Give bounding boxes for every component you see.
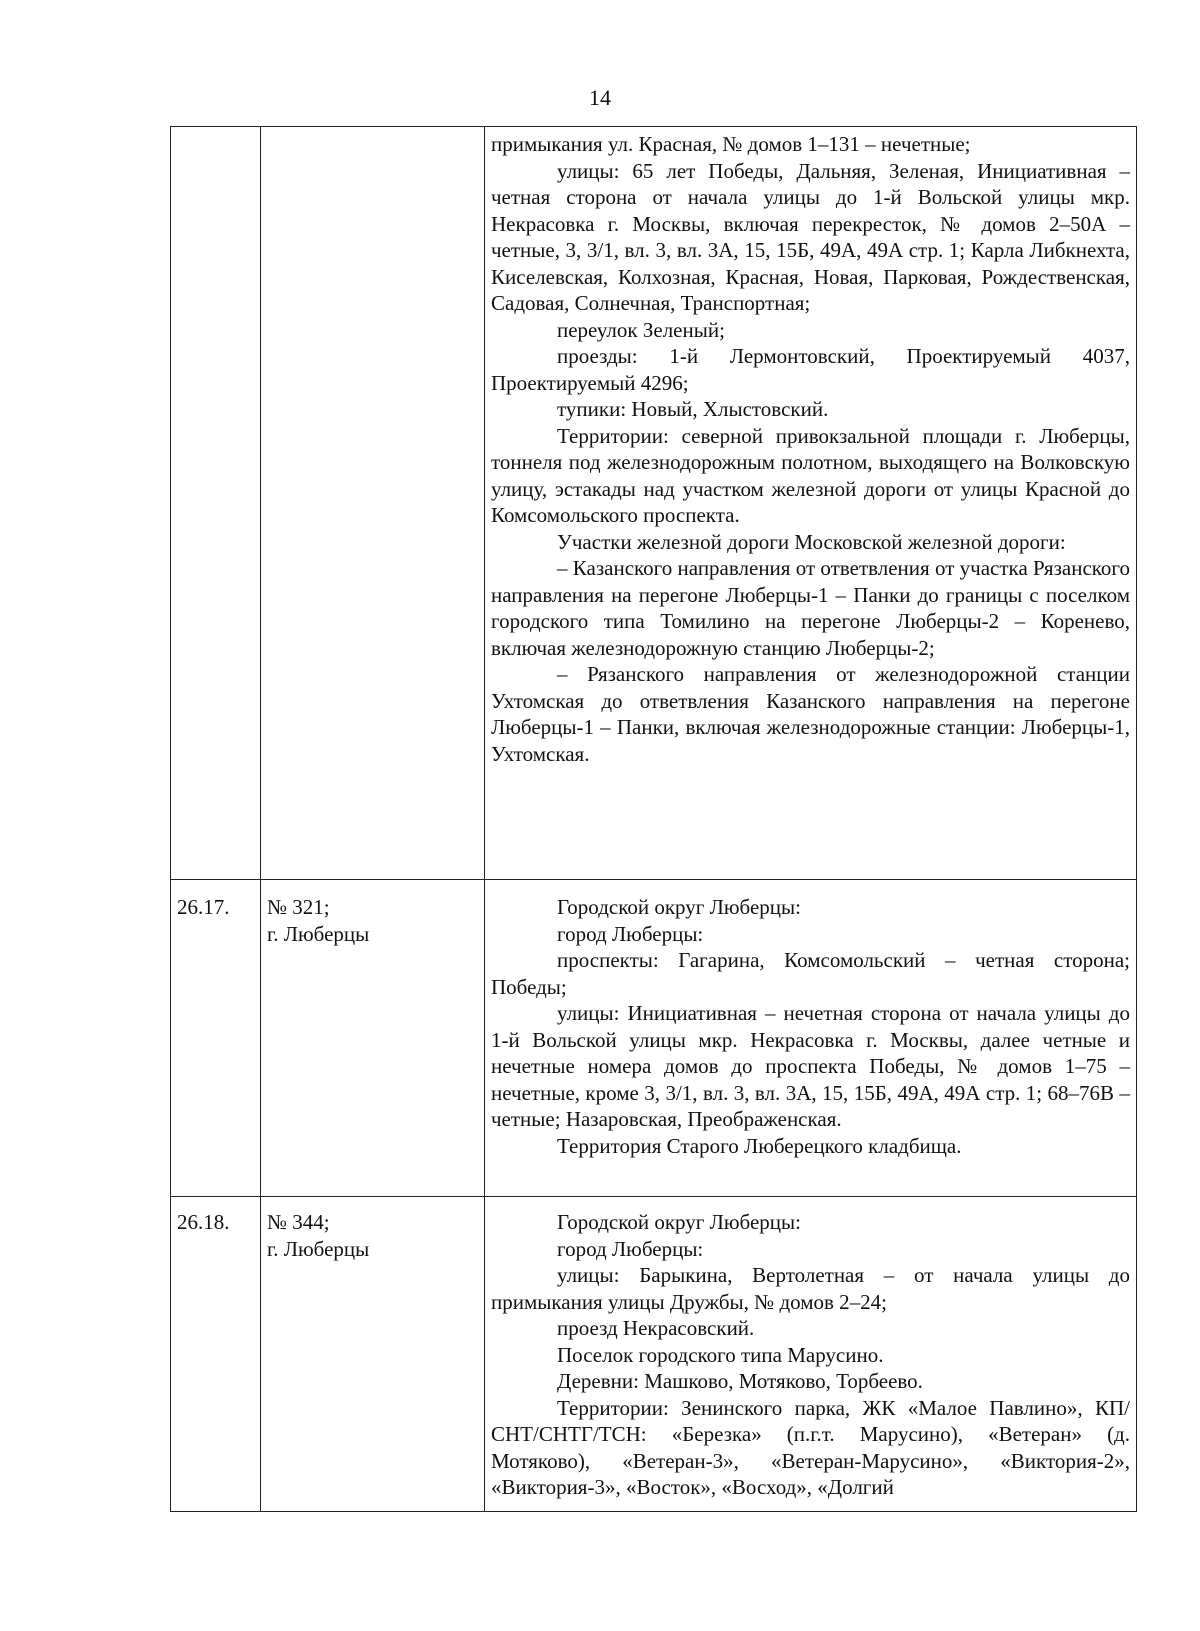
address-paragraph: Городской округ Люберцы:	[557, 895, 801, 919]
address-paragraph: Территории: Зенинского парка, ЖК «Малое Павлино», КП/СНТ/СНТГ/ТСН: «Березка» (п.г.т. Марусино), «Ветеран» (д. Мотяково), «Ветеран-3», «Ветеран-Марусино», «Виктория-2», «Виктория-3», «Восток», «Восход», «Долгий	[491, 1395, 1130, 1499]
district-cell	[261, 1197, 485, 1512]
address-paragraph: Участки железной дороги Московской железной дороги:	[557, 529, 1066, 554]
address-paragraph: город Люберцы:	[557, 921, 704, 946]
row-number	[171, 127, 261, 880]
address-paragraph: примыкания ул. Красная, № домов 1–131 – нечетные;	[491, 132, 971, 156]
address-paragraph: улицы: Барыкина, Вертолетная – от начала улицы до примыкания улицы Дружбы, № домов 2–24;	[491, 1263, 1130, 1314]
district-line: г. Люберцы	[267, 1236, 370, 1261]
address-paragraph: проспекты: Гагарина, Комсомольский – четная сторона; Победы;	[491, 948, 1130, 999]
address-paragraph: улицы: Инициативная – нечетная сторона от начала улицы до 1-й Вольской улицы мкр. Некрасовка г. Москвы, далее четные и нечетные номера домов до проспекта Победы, № домов 1–75 – нечетные, кроме 3, 3/1, вл. 3, вл. 3А, 15, 15Б, 49А, 49А стр. 1; 68–76В – четные; Назаровская, Преображенская.	[491, 1001, 1130, 1131]
table-row	[171, 1197, 1137, 1512]
district-table	[170, 126, 1137, 1512]
district-cell	[261, 880, 485, 1197]
row-number: 26.18.	[171, 1197, 261, 1512]
district-line: № 321;	[267, 895, 330, 919]
row-number: 26.17.	[171, 880, 261, 1197]
address-cell	[485, 127, 1137, 880]
address-paragraph: – Казанского направления от ответвления от участка Рязанского направления на перегоне Люберцы-1 – Панки до границы с поселком городского типа Томилино на перегоне Люберцы-2 – Коренево, включая железнодорожную станцию Люберцы-2;	[491, 556, 1130, 660]
district-line: № 344;	[267, 1210, 330, 1234]
table-row	[171, 880, 1137, 1197]
address-paragraph: улицы: 65 лет Победы, Дальняя, Зеленая, Инициативная – четная сторона от начала улицы до 1-й Вольской улицы мкр. Некрасовка г. Москвы, включая перекресток, № домов 2–50А – четные, 3, 3/1, вл. 3, вл. 3А, 15, 15Б, 49А, 49А стр. 1; Карла Либкнехта, Киселевская, Колхозная, Красная, Новая, Парковая, Рождественская, Садовая, Солнечная, Транспортная;	[491, 158, 1130, 315]
address-paragraph: Деревни: Машково, Мотяково, Торбеево.	[557, 1369, 923, 1393]
address-paragraph: тупики: Новый, Хлыстовский.	[557, 397, 829, 421]
address-paragraph: Поселок городского типа Марусино.	[557, 1342, 884, 1367]
address-paragraph: Городской округ Люберцы:	[557, 1210, 801, 1234]
address-paragraph: проезд Некрасовский.	[557, 1316, 755, 1340]
address-cell	[485, 880, 1137, 1197]
address-paragraph: Территории: северной привокзальной площади г. Люберцы, тоннеля под железнодорожным полотном, выходящего на Волковскую улицу, эстакады над участком железной дороги от улицы Красной до Комсомольского проспекта.	[491, 423, 1130, 527]
table-row	[171, 127, 1137, 880]
district-cell	[261, 127, 485, 880]
district-line: г. Люберцы	[267, 921, 370, 946]
address-paragraph: Территория Старого Люберецкого кладбища.	[557, 1133, 962, 1158]
address-paragraph: – Рязанского направления от железнодорожной станции Ухтомская до ответвления Казанского направления на перегоне Люберцы-1 – Панки, включая железнодорожные станции: Люберцы-1, Ухтомская.	[491, 662, 1130, 766]
address-cell	[485, 1197, 1137, 1512]
address-paragraph: переулок Зеленый;	[557, 317, 725, 342]
address-paragraph: город Люберцы:	[557, 1236, 704, 1261]
address-paragraph: проезды: 1-й Лермонтовский, Проектируемый 4037, Проектируемый 4296;	[491, 344, 1130, 395]
page-number: 14	[589, 85, 611, 110]
